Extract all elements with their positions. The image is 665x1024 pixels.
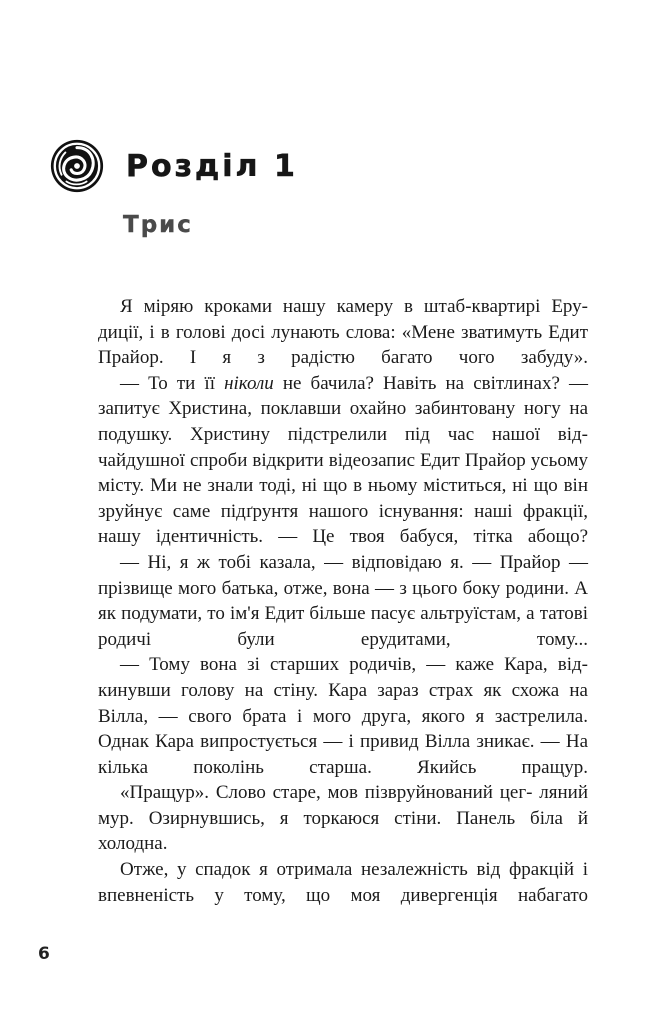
text-line: усьому місту. Ми не знали тоді, ні що в ньому міститься,	[98, 449, 589, 497]
text-line: А як подумати, то ім'я Едит більше пасує альтруїстам,	[98, 577, 588, 625]
emphasis-text: ніколи	[224, 372, 274, 394]
text-line: чайдушної спроби відкрити відеозапис Едит Прайор	[98, 449, 526, 471]
paragraph	[98, 780, 588, 857]
text-line: наші фракції, нашу ідентичність. — Це твоя бабуся,	[98, 500, 589, 548]
text-line: Я міряю кроками нашу камеру в штаб-квартирі Еру-	[120, 296, 588, 317]
chapter-title: Розділ 1	[126, 148, 298, 184]
text-line: й холодна.	[98, 807, 589, 855]
text-line: «Пращур». Слово старе, мов пізвруйнований цег-	[120, 782, 533, 804]
text-line: Вілла, — свого брата і мого друга, якого я застрелила.	[98, 705, 588, 727]
text-line: ляний мур. Озирнувшись, я торкаюся стіни. Панель біла	[98, 782, 588, 829]
paragraph	[98, 652, 588, 780]
narrator-name: Трис	[123, 212, 193, 238]
text-line: запитує Христина, поклавши охайно забинтовану ногу	[98, 398, 561, 420]
text-line: а татові родичі були ерудитами, тому...	[98, 603, 589, 650]
text-line: тітка абощо?	[473, 526, 589, 548]
paragraph	[98, 294, 588, 371]
text-line: і впевненість у тому, що моя дивергенція набагато	[98, 859, 589, 906]
paragraph	[98, 550, 588, 652]
text-line: Однак Кара випростується — і привид Вілла зникає. —	[98, 731, 560, 753]
text-line: На кілька поколінь старша. Якийсь пращур.	[98, 731, 588, 778]
text-line: — То ти її	[120, 372, 225, 394]
page-number: 6	[38, 944, 50, 964]
text-line: ні що він зруйнує саме підґрунтя нашого існування:	[98, 475, 588, 522]
text-line: Отже, у спадок я отримала незалежність від фракцій	[120, 859, 575, 881]
chapter-body	[98, 294, 588, 908]
text-line: не бачила? Навіть на світлинах? —	[273, 372, 588, 394]
text-line: кинувши голову на стіну. Кара зараз страх як схожа на	[98, 679, 588, 701]
swirl-emblem-icon	[48, 137, 106, 195]
text-line: диції, і в голові досі лунають слова: «Мене зватимуть	[98, 321, 543, 343]
paragraph	[98, 371, 588, 550]
text-line: — Тому вона зі старших родичів, — каже Кара, від-	[120, 654, 588, 676]
paragraph	[98, 857, 588, 908]
text-line: — Ні, я ж тобі казала, — відповідаю я. — Прайор —	[120, 551, 588, 573]
text-line: прізвище мого батька, отже, вона — з цього боку родини.	[98, 577, 569, 599]
text-line: Едит Прайор. І я з радістю багато чого забуду».	[98, 321, 589, 369]
text-line: на подушку. Христину підстрелили під час нашої від-	[98, 398, 589, 445]
chapter-header	[48, 137, 298, 195]
